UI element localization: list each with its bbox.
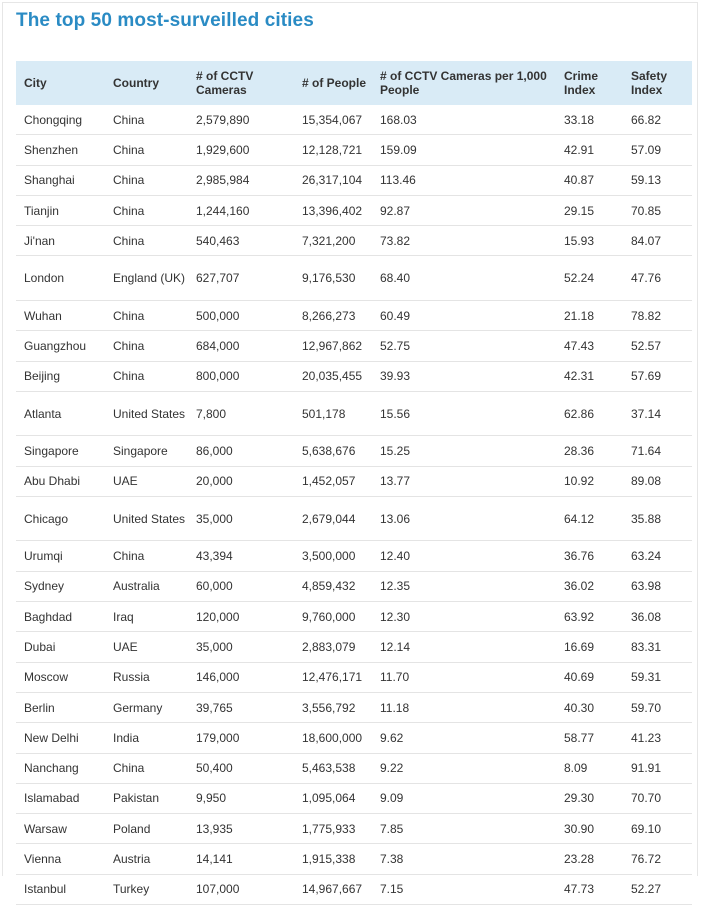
safety-index-cell: 35.88 <box>623 496 692 541</box>
cameras-per-1000-cell: 9.22 <box>372 753 556 783</box>
city-cell: Warsaw <box>16 814 105 844</box>
people-cell: 5,463,538 <box>294 753 372 783</box>
cameras-cell: 1,244,160 <box>188 195 294 225</box>
country-cell: India <box>105 723 188 753</box>
cameras-cell: 627,707 <box>188 256 294 301</box>
cameras-per-1000-cell: 12.30 <box>372 602 556 632</box>
people-cell: 15,354,067 <box>294 105 372 135</box>
header-row <box>16 61 692 105</box>
people-cell: 4,859,432 <box>294 571 372 601</box>
safety-index-cell: 52.27 <box>623 874 692 904</box>
crime-index-cell: 62.86 <box>556 391 623 436</box>
cameras-cell: 50,400 <box>188 753 294 783</box>
safety-index-cell: 89.08 <box>623 466 692 496</box>
country-cell: Austria <box>105 844 188 874</box>
safety-index-cell: 70.85 <box>623 195 692 225</box>
country-cell: Australia <box>105 571 188 601</box>
cameras-per-1000-cell: 9.62 <box>372 723 556 753</box>
people-cell: 2,883,079 <box>294 632 372 662</box>
safety-index-cell: 76.72 <box>623 844 692 874</box>
cameras-per-1000-cell: 39.93 <box>372 361 556 391</box>
people-cell: 3,500,000 <box>294 541 372 571</box>
cameras-per-1000-cell: 11.18 <box>372 692 556 722</box>
cameras-cell: 146,000 <box>188 662 294 692</box>
table-row <box>16 391 692 436</box>
crime-index-cell: 10.92 <box>556 466 623 496</box>
safety-index-cell: 57.69 <box>623 361 692 391</box>
people-cell: 9,760,000 <box>294 602 372 632</box>
safety-index-cell: 59.31 <box>623 662 692 692</box>
header-crime-index: Crime Index <box>556 61 623 105</box>
people-cell: 12,476,171 <box>294 662 372 692</box>
header-safety-index: Safety Index <box>623 61 692 105</box>
cameras-cell: 86,000 <box>188 436 294 466</box>
safety-index-cell: 84.07 <box>623 226 692 256</box>
cameras-cell: 800,000 <box>188 361 294 391</box>
crime-index-cell: 42.31 <box>556 361 623 391</box>
cameras-per-1000-cell: 12.40 <box>372 541 556 571</box>
safety-index-cell: 63.24 <box>623 541 692 571</box>
cameras-per-1000-cell: 60.49 <box>372 300 556 330</box>
table-row <box>16 256 692 301</box>
people-cell: 12,967,862 <box>294 331 372 361</box>
safety-index-cell: 37.14 <box>623 391 692 436</box>
people-cell: 9,176,530 <box>294 256 372 301</box>
people-cell: 14,967,667 <box>294 874 372 904</box>
safety-index-cell: 83.31 <box>623 632 692 662</box>
table-row <box>16 466 692 496</box>
table-row <box>16 602 692 632</box>
people-cell: 501,178 <box>294 391 372 436</box>
surveillance-table <box>16 61 692 905</box>
country-cell: United States <box>105 391 188 436</box>
country-cell: UAE <box>105 632 188 662</box>
cameras-per-1000-cell: 68.40 <box>372 256 556 301</box>
cameras-per-1000-cell: 113.46 <box>372 165 556 195</box>
cameras-cell: 500,000 <box>188 300 294 330</box>
table-header <box>16 61 692 105</box>
city-cell: Shenzhen <box>16 135 105 165</box>
crime-index-cell: 36.76 <box>556 541 623 571</box>
city-cell: London <box>16 256 105 301</box>
cameras-per-1000-cell: 11.70 <box>372 662 556 692</box>
safety-index-cell: 63.98 <box>623 571 692 601</box>
city-cell: Moscow <box>16 662 105 692</box>
table-row <box>16 723 692 753</box>
cameras-per-1000-cell: 13.77 <box>372 466 556 496</box>
city-cell: Ji'nan <box>16 226 105 256</box>
table-row <box>16 662 692 692</box>
country-cell: China <box>105 135 188 165</box>
cameras-per-1000-cell: 7.15 <box>372 874 556 904</box>
safety-index-cell: 41.23 <box>623 723 692 753</box>
city-cell: Tianjin <box>16 195 105 225</box>
cameras-per-1000-cell: 7.38 <box>372 844 556 874</box>
city-cell: Atlanta <box>16 391 105 436</box>
country-cell: United States <box>105 496 188 541</box>
people-cell: 13,396,402 <box>294 195 372 225</box>
safety-index-cell: 71.64 <box>623 436 692 466</box>
people-cell: 12,128,721 <box>294 135 372 165</box>
city-cell: Islamabad <box>16 783 105 813</box>
people-cell: 3,556,792 <box>294 692 372 722</box>
country-cell: China <box>105 300 188 330</box>
city-cell: Beijing <box>16 361 105 391</box>
table-row <box>16 436 692 466</box>
crime-index-cell: 8.09 <box>556 753 623 783</box>
country-cell: China <box>105 361 188 391</box>
crime-index-cell: 42.91 <box>556 135 623 165</box>
country-cell: Iraq <box>105 602 188 632</box>
page-title: The top 50 most-surveilled cities <box>16 10 314 31</box>
cameras-per-1000-cell: 12.35 <box>372 571 556 601</box>
city-cell: Guangzhou <box>16 331 105 361</box>
safety-index-cell: 70.70 <box>623 783 692 813</box>
safety-index-cell: 69.10 <box>623 814 692 844</box>
cameras-cell: 43,394 <box>188 541 294 571</box>
table-row <box>16 632 692 662</box>
table-row <box>16 195 692 225</box>
city-cell: Singapore <box>16 436 105 466</box>
crime-index-cell: 29.30 <box>556 783 623 813</box>
people-cell: 5,638,676 <box>294 436 372 466</box>
table-row <box>16 135 692 165</box>
cameras-cell: 14,141 <box>188 844 294 874</box>
table-row <box>16 331 692 361</box>
people-cell: 20,035,455 <box>294 361 372 391</box>
crime-index-cell: 47.73 <box>556 874 623 904</box>
city-cell: Sydney <box>16 571 105 601</box>
table-row <box>16 753 692 783</box>
safety-index-cell: 66.82 <box>623 105 692 135</box>
crime-index-cell: 21.18 <box>556 300 623 330</box>
city-cell: Chongqing <box>16 105 105 135</box>
table-row <box>16 783 692 813</box>
table-row <box>16 541 692 571</box>
cameras-cell: 1,929,600 <box>188 135 294 165</box>
people-cell: 1,775,933 <box>294 814 372 844</box>
country-cell: China <box>105 165 188 195</box>
crime-index-cell: 40.69 <box>556 662 623 692</box>
table-row <box>16 814 692 844</box>
cameras-per-1000-cell: 52.75 <box>372 331 556 361</box>
city-cell: Chicago <box>16 496 105 541</box>
cameras-per-1000-cell: 159.09 <box>372 135 556 165</box>
header-country: Country <box>105 61 188 105</box>
header-cctv-cameras: # of CCTV Cameras <box>188 61 294 105</box>
header-people: # of People <box>294 61 372 105</box>
cameras-cell: 35,000 <box>188 496 294 541</box>
people-cell: 2,679,044 <box>294 496 372 541</box>
safety-index-cell: 91.91 <box>623 753 692 783</box>
table-row <box>16 361 692 391</box>
crime-index-cell: 40.87 <box>556 165 623 195</box>
country-cell: China <box>105 226 188 256</box>
country-cell: Pakistan <box>105 783 188 813</box>
cameras-per-1000-cell: 12.14 <box>372 632 556 662</box>
crime-index-cell: 40.30 <box>556 692 623 722</box>
crime-index-cell: 16.69 <box>556 632 623 662</box>
cameras-per-1000-cell: 168.03 <box>372 105 556 135</box>
cameras-cell: 60,000 <box>188 571 294 601</box>
cameras-cell: 35,000 <box>188 632 294 662</box>
country-cell: Germany <box>105 692 188 722</box>
crime-index-cell: 33.18 <box>556 105 623 135</box>
city-cell: Vienna <box>16 844 105 874</box>
cameras-per-1000-cell: 7.85 <box>372 814 556 844</box>
cameras-cell: 39,765 <box>188 692 294 722</box>
crime-index-cell: 30.90 <box>556 814 623 844</box>
crime-index-cell: 58.77 <box>556 723 623 753</box>
cameras-cell: 107,000 <box>188 874 294 904</box>
crime-index-cell: 28.36 <box>556 436 623 466</box>
safety-index-cell: 59.70 <box>623 692 692 722</box>
table-row <box>16 496 692 541</box>
table-row <box>16 300 692 330</box>
country-cell: Singapore <box>105 436 188 466</box>
table-row <box>16 105 692 135</box>
header-cameras-per-1000: # of CCTV Cameras per 1,000 People <box>372 61 556 105</box>
people-cell: 1,452,057 <box>294 466 372 496</box>
cameras-cell: 2,579,890 <box>188 105 294 135</box>
crime-index-cell: 15.93 <box>556 226 623 256</box>
city-cell: Shanghai <box>16 165 105 195</box>
safety-index-cell: 52.57 <box>623 331 692 361</box>
cameras-cell: 7,800 <box>188 391 294 436</box>
table-body <box>16 105 692 905</box>
cameras-per-1000-cell: 13.06 <box>372 496 556 541</box>
people-cell: 26,317,104 <box>294 165 372 195</box>
cameras-cell: 684,000 <box>188 331 294 361</box>
table-row <box>16 692 692 722</box>
city-cell: Abu Dhabi <box>16 466 105 496</box>
header-city: City <box>16 61 105 105</box>
safety-index-cell: 78.82 <box>623 300 692 330</box>
cameras-cell: 20,000 <box>188 466 294 496</box>
table-row <box>16 571 692 601</box>
safety-index-cell: 59.13 <box>623 165 692 195</box>
people-cell: 1,095,064 <box>294 783 372 813</box>
country-cell: China <box>105 541 188 571</box>
crime-index-cell: 52.24 <box>556 256 623 301</box>
city-cell: Istanbul <box>16 874 105 904</box>
safety-index-cell: 36.08 <box>623 602 692 632</box>
cameras-cell: 2,985,984 <box>188 165 294 195</box>
people-cell: 7,321,200 <box>294 226 372 256</box>
city-cell: Wuhan <box>16 300 105 330</box>
cameras-per-1000-cell: 73.82 <box>372 226 556 256</box>
table-row <box>16 226 692 256</box>
city-cell: New Delhi <box>16 723 105 753</box>
people-cell: 8,266,273 <box>294 300 372 330</box>
city-cell: Baghdad <box>16 602 105 632</box>
cameras-cell: 9,950 <box>188 783 294 813</box>
crime-index-cell: 47.43 <box>556 331 623 361</box>
cameras-cell: 540,463 <box>188 226 294 256</box>
cameras-cell: 179,000 <box>188 723 294 753</box>
country-cell: Poland <box>105 814 188 844</box>
country-cell: UAE <box>105 466 188 496</box>
table-row <box>16 844 692 874</box>
country-cell: Turkey <box>105 874 188 904</box>
crime-index-cell: 23.28 <box>556 844 623 874</box>
cameras-per-1000-cell: 9.09 <box>372 783 556 813</box>
people-cell: 1,915,338 <box>294 844 372 874</box>
crime-index-cell: 64.12 <box>556 496 623 541</box>
country-cell: England (UK) <box>105 256 188 301</box>
safety-index-cell: 57.09 <box>623 135 692 165</box>
table-row <box>16 874 692 904</box>
city-cell: Dubai <box>16 632 105 662</box>
cameras-cell: 120,000 <box>188 602 294 632</box>
crime-index-cell: 29.15 <box>556 195 623 225</box>
country-cell: China <box>105 753 188 783</box>
cameras-per-1000-cell: 92.87 <box>372 195 556 225</box>
cameras-cell: 13,935 <box>188 814 294 844</box>
city-cell: Nanchang <box>16 753 105 783</box>
crime-index-cell: 63.92 <box>556 602 623 632</box>
city-cell: Berlin <box>16 692 105 722</box>
country-cell: China <box>105 331 188 361</box>
country-cell: Russia <box>105 662 188 692</box>
people-cell: 18,600,000 <box>294 723 372 753</box>
country-cell: China <box>105 195 188 225</box>
cameras-per-1000-cell: 15.56 <box>372 391 556 436</box>
table-row <box>16 165 692 195</box>
crime-index-cell: 36.02 <box>556 571 623 601</box>
cameras-per-1000-cell: 15.25 <box>372 436 556 466</box>
safety-index-cell: 47.76 <box>623 256 692 301</box>
country-cell: China <box>105 105 188 135</box>
city-cell: Urumqi <box>16 541 105 571</box>
